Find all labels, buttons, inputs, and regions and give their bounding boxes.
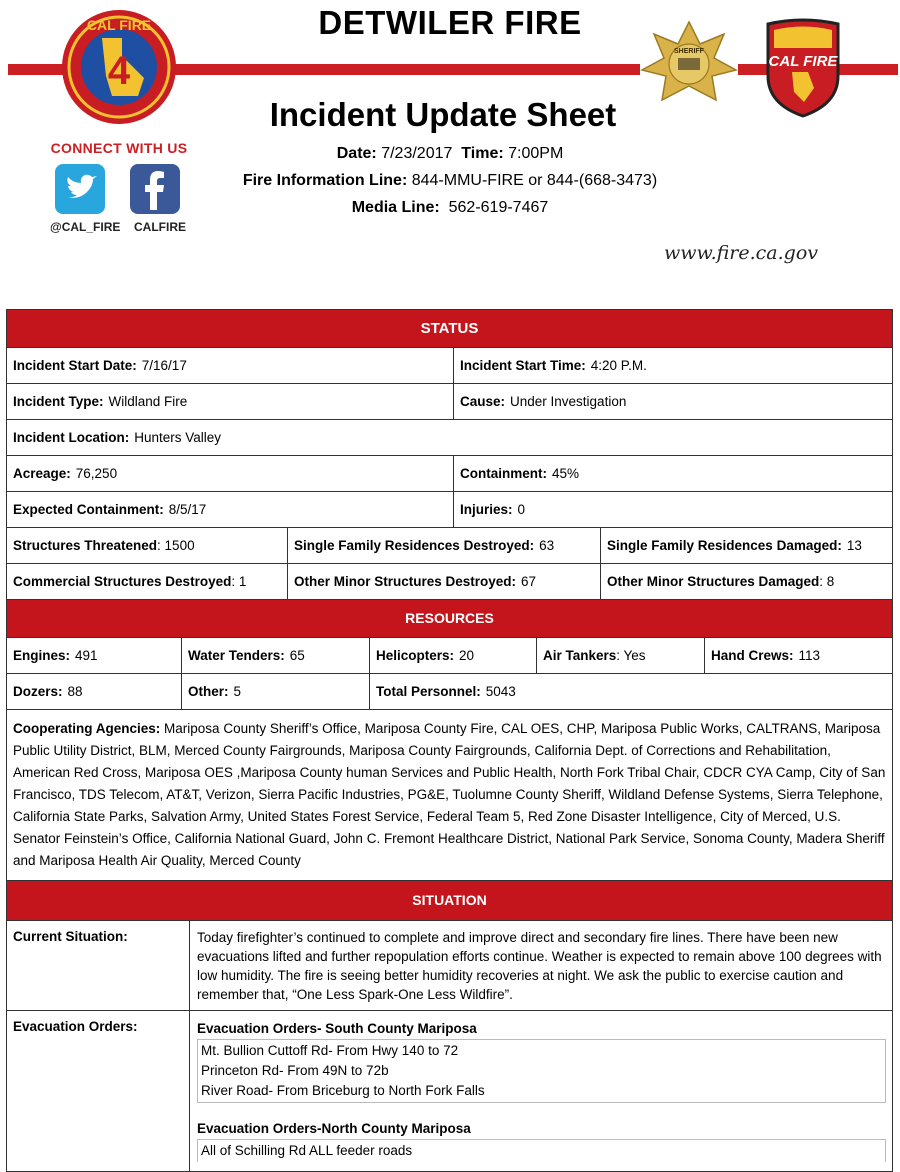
expected-containment-cell (7, 492, 454, 527)
current-situation-row (7, 921, 892, 1011)
logo-left-text: CAL FIRE (86, 17, 152, 33)
list-item: Mt. Bullion Cuttoff Rd- From Hwy 140 to 72 (201, 1043, 459, 1058)
info-value: 844-MMU-FIRE or 844-(668-3473) (411, 172, 658, 189)
connect-with-us-label: CONNECT WITH US (50, 140, 188, 156)
injuries-cell (454, 492, 892, 527)
sfr-damaged-value: 13 (846, 538, 862, 553)
logo-left-number: 4 (107, 49, 131, 93)
personnel-label: Total Personnel: (376, 684, 481, 699)
acreage-cell (7, 456, 454, 491)
time-value: 7:00PM (508, 145, 564, 162)
acreage-label: Acreage: (13, 466, 71, 481)
cause-cell (454, 384, 892, 419)
page-title: DETWILER FIRE (318, 4, 582, 41)
containment-value: 45% (552, 466, 580, 481)
injuries-value: 0 (517, 502, 526, 517)
start-date-cell (7, 348, 454, 383)
other-value: 5 (233, 684, 242, 699)
start-date-value: 7/16/17 (141, 358, 187, 373)
facebook-f-icon (130, 164, 180, 214)
sfr-damaged-label: Single Family Residences Damaged: (607, 538, 842, 553)
sfr-damaged-cell (601, 528, 892, 563)
hand-crews-label: Hand Crews: (711, 648, 794, 663)
minor-damaged-label: Other Minor Structures Damaged (607, 574, 820, 589)
evacuation-orders-body (190, 1011, 892, 1171)
cause-value: Under Investigation (510, 394, 627, 409)
engines-cell (7, 638, 182, 673)
threatened-value: : 1500 (157, 538, 195, 553)
twitter-bird-icon (55, 164, 105, 214)
minor-destroyed-label: Other Minor Structures Destroyed: (294, 574, 517, 589)
air-tankers-cell (537, 638, 705, 673)
start-row (7, 348, 892, 384)
containment-label: Containment: (460, 466, 547, 481)
north-county-heading: Evacuation Orders-North County Mariposa (197, 1121, 471, 1136)
minor-destroyed-value: 67 (521, 574, 537, 589)
hand-crews-value: 113 (798, 648, 821, 663)
dozers-value: 88 (67, 684, 83, 699)
commercial-value: : 1 (231, 574, 247, 589)
incident-type-cell (7, 384, 454, 419)
info-label: Fire Information Line: (242, 172, 408, 189)
personnel-cell (370, 674, 892, 709)
incident-table (6, 309, 893, 1172)
tenders-value: 65 (289, 648, 305, 663)
list-item: All of Schilling Rd ALL feeder roads (201, 1143, 413, 1158)
expected-row (7, 492, 892, 528)
current-situation-label: Current Situation: (7, 921, 190, 1010)
containment-cell (454, 456, 892, 491)
incident-type-value: Wildland Fire (108, 394, 188, 409)
sheriff-text: SHERIFF (674, 48, 704, 55)
location-value: Hunters Valley (134, 430, 222, 445)
cooperating-agencies-text: Mariposa County Sheriff’s Office, Mariposa County Fire, CAL OES, CHP, Mariposa Public Works, CALTRANS, Mariposa Public Utility District, BLM, Merced County Fairgrounds, Mariposa County Fairgrounds, California Dept. of Corrections and Rehabilitation, American Red Cross, Mariposa OES ,Mariposa County human Services and Public Health, North Fork Tribal Chair, CDCR CYA Camp, City of San Francisco, TDS Telecom, AT&T, Verizon, Sierra Pacific Industries, PG&E, Tuolumne County Sheriff, Wildland Defense Systems, Sierra Telephone, California State Parks, Salvation Army, United States Forest Service, Federal Team 5, Red Zone Disaster Intelligence, City of Merced, U.S. Senator Feinstein’s Office, California National Guard, John C. Fremont Healthcare District, National Park Service, Sonoma County, Madera Sheriff and Mariposa Health Air Quality, Merced County (13, 721, 886, 868)
location-cell (7, 420, 892, 455)
dozers-cell (7, 674, 182, 709)
engines-label: Engines: (13, 648, 71, 663)
helicopters-label: Helicopters: (376, 648, 455, 663)
structures-row-2 (7, 564, 892, 600)
resources-row-2 (7, 674, 892, 710)
cooperating-agencies (7, 710, 892, 881)
start-time-cell (454, 348, 892, 383)
acreage-row (7, 456, 892, 492)
facebook-icon[interactable] (130, 164, 180, 214)
sfr-destroyed-cell (288, 528, 601, 563)
other-label: Other: (188, 684, 229, 699)
start-date-label: Incident Start Date: (13, 358, 137, 373)
status-heading: STATUS (7, 310, 892, 348)
sfr-destroyed-value: 63 (539, 538, 555, 553)
date-value: 7/23/2017 (381, 145, 453, 162)
location-label: Incident Location: (13, 430, 130, 445)
evacuation-orders-row (7, 1011, 892, 1171)
south-county-list (197, 1039, 886, 1103)
date-label: Date: (336, 145, 377, 162)
tenders-label: Water Tenders: (188, 648, 285, 663)
engines-value: 491 (75, 648, 98, 663)
time-label: Time: (461, 145, 504, 162)
north-county-list (197, 1139, 886, 1162)
dozers-label: Dozers: (13, 684, 63, 699)
sheriff-badge-logo (640, 20, 738, 104)
incident-type-label: Incident Type: (13, 394, 104, 409)
helicopters-value: 20 (459, 648, 475, 663)
resources-heading: RESOURCES (7, 600, 892, 638)
threatened-label: Structures Threatened (13, 538, 158, 553)
expected-containment-label: Expected Containment: (13, 502, 164, 517)
calfire-team-logo (60, 8, 178, 126)
minor-damaged-value: : 8 (819, 574, 835, 589)
air-tankers-label: Air Tankers (543, 648, 617, 663)
structures-row-1 (7, 528, 892, 564)
page-subtitle: Incident Update Sheet (269, 96, 617, 133)
calfire-shield-text: CAL FIRE (768, 53, 838, 70)
list-item: River Road- From Briceburg to North Fork Falls (201, 1083, 485, 1098)
current-situation-text: Today firefighter’s continued to complete and improve direct and secondary fire lines. There have been new evacuations lifted and further repopulation efforts continue. Weather is expected to remain above 100 degrees with low humidity. The fire is seeing better humidity recoveries at night. We ask the public to exercise caution and remember that, “One Less Spark-One Less Wildfire”. (197, 930, 882, 1002)
list-item: Princeton Rd- From 49N to 72b (201, 1063, 389, 1078)
commercial-cell (7, 564, 288, 599)
media-label: Media Line: (351, 199, 440, 216)
commercial-label: Commercial Structures Destroyed (13, 574, 232, 589)
south-county-heading: Evacuation Orders- South County Mariposa (197, 1021, 477, 1036)
threatened-cell (7, 528, 288, 563)
other-cell (182, 674, 370, 709)
evacuation-orders-label: Evacuation Orders: (7, 1011, 190, 1171)
helicopters-cell (370, 638, 537, 673)
calfire-shield-logo (764, 18, 842, 118)
website-link[interactable]: www.fire.ca.gov (664, 242, 818, 264)
sfr-destroyed-label: Single Family Residences Destroyed: (294, 538, 535, 553)
resources-row-1 (7, 638, 892, 674)
start-time-label: Incident Start Time: (460, 358, 586, 373)
cause-label: Cause: (460, 394, 506, 409)
cooperating-agencies-label: Cooperating Agencies: (13, 721, 161, 736)
type-row (7, 384, 892, 420)
media-value: 562-619-7467 (448, 199, 549, 216)
facebook-handle[interactable]: CALFIRE (134, 220, 186, 234)
twitter-icon[interactable] (55, 164, 105, 214)
acreage-value: 76,250 (75, 466, 118, 481)
injuries-label: Injuries: (460, 502, 513, 517)
hand-crews-cell (705, 638, 892, 673)
tenders-cell (182, 638, 370, 673)
personnel-value: 5043 (485, 684, 516, 699)
expected-containment-value: 8/5/17 (168, 502, 207, 517)
twitter-handle[interactable]: @CAL_FIRE (50, 220, 121, 234)
air-tankers-value: : Yes (616, 648, 646, 663)
location-row (7, 420, 892, 456)
minor-destroyed-cell (288, 564, 601, 599)
start-time-value: 4:20 P.M. (590, 358, 647, 373)
situation-heading: SITUATION (7, 881, 892, 921)
minor-damaged-cell (601, 564, 892, 599)
